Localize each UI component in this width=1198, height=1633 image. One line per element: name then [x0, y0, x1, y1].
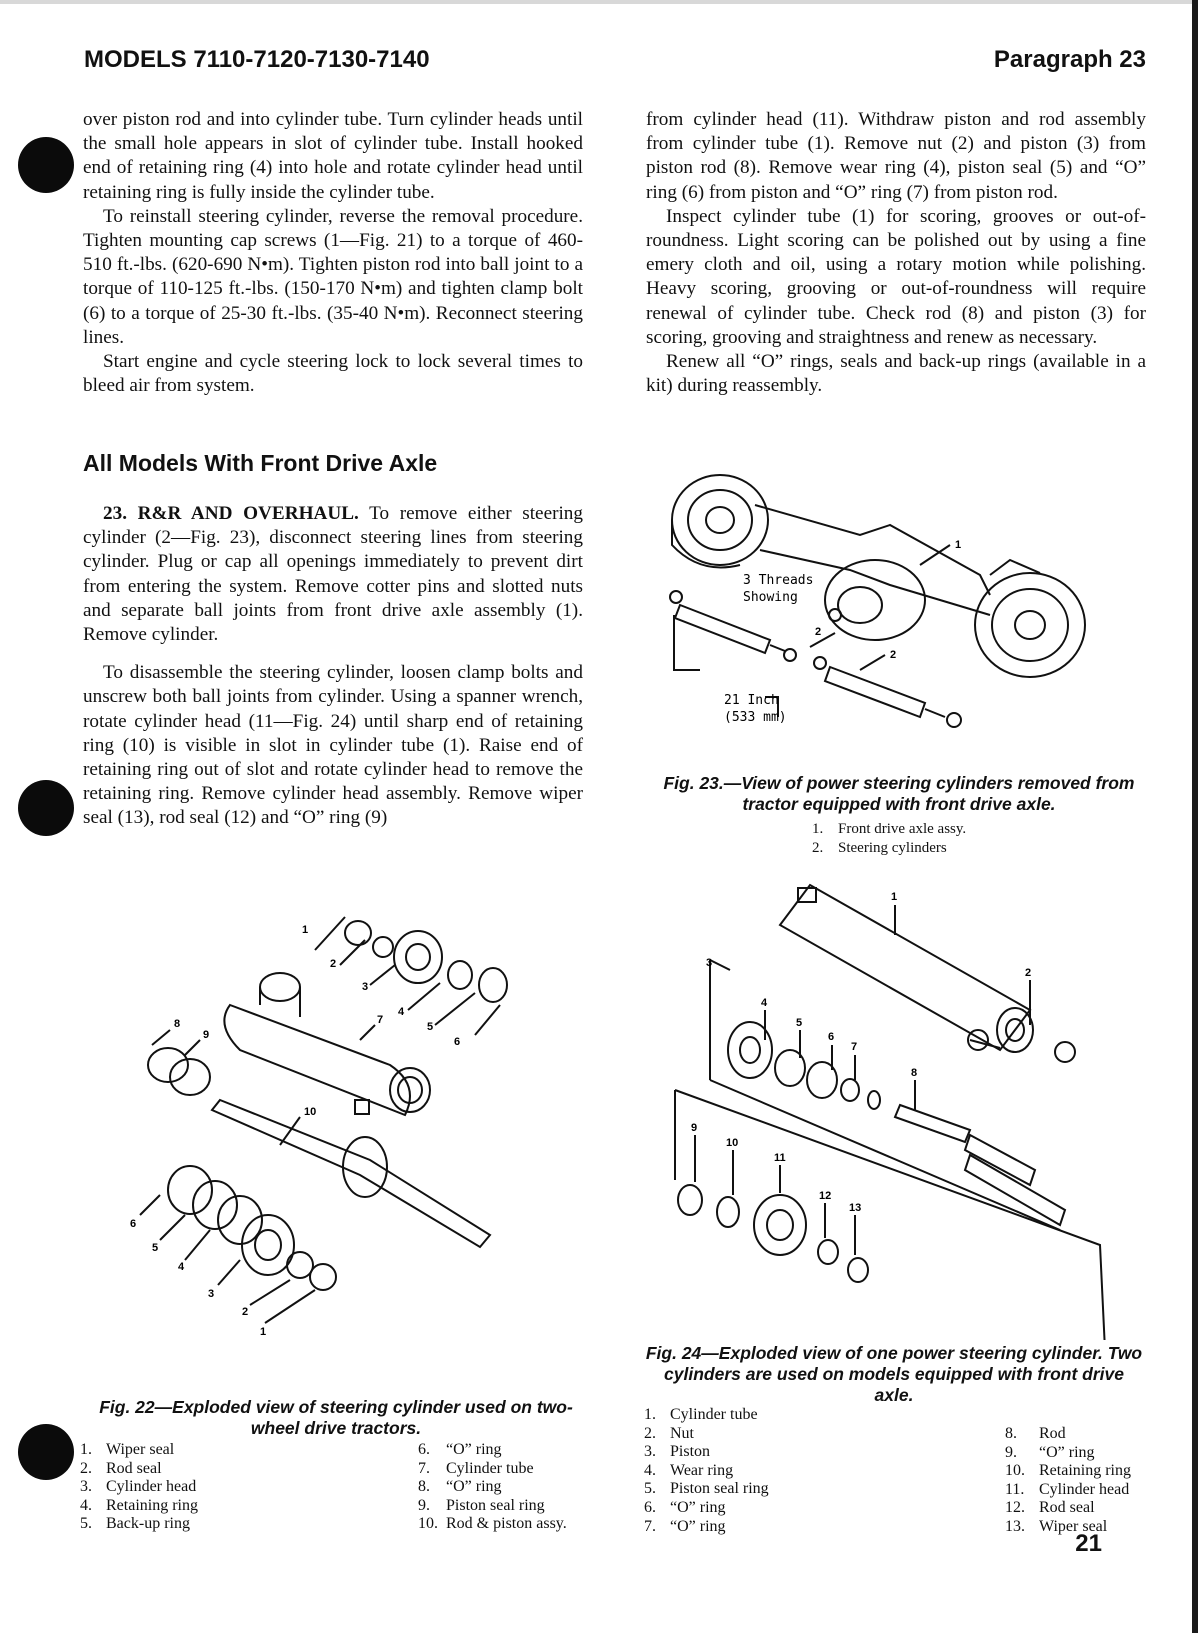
fig22-callout-10: 10: [304, 1106, 317, 1118]
fig22-legend-item: 5. Back-up ring: [80, 1515, 190, 1533]
fig22-callout-9: 9: [203, 1029, 210, 1041]
binder-hole-middle: [18, 780, 74, 836]
fig24-legend-item: 5. Piston seal ring: [644, 1480, 769, 1498]
fig23-callout-1: 1: [955, 539, 962, 551]
fig23-label-length-2: (533 mm): [724, 710, 787, 725]
section-heading-block: [83, 449, 583, 477]
fig22-callout-3-top: 3: [362, 981, 369, 993]
header-paragraph: Paragraph 23: [993, 46, 1146, 73]
fig24-legend-item: 1. Cylinder tube: [644, 1406, 758, 1423]
fig22-legend-item: 7. Cylinder tube: [418, 1459, 534, 1477]
fig22-legend-item: 8. “O” ring: [418, 1478, 502, 1496]
fig22-legend-item: 9. Piston seal ring: [418, 1496, 545, 1514]
fig23-callout-2a: 2: [815, 626, 822, 638]
fig22-callout-1-bottom: 1: [260, 1326, 267, 1338]
binder-hole-top: [18, 137, 74, 193]
page-right-edge: [1192, 0, 1198, 1633]
fig22-callout-1-top: 1: [302, 924, 309, 936]
fig22-callout-6-top: 6: [454, 1036, 461, 1048]
page-number: 21: [1075, 1530, 1102, 1557]
fig22-callout-4-bottom: 4: [178, 1261, 185, 1273]
fig22-callout-4-top: 4: [398, 1006, 405, 1018]
binder-hole-bottom: [18, 1424, 74, 1480]
fig23-legend-item: 2. Steering cylinders: [812, 840, 947, 856]
fig24-legend-left: [644, 1406, 769, 1536]
fig24-legend-item: 4. Wear ring: [644, 1461, 734, 1479]
fig24-legend-item: 3. Piston: [644, 1443, 711, 1461]
fig22-legend-item: 2. Rod seal: [80, 1459, 162, 1477]
fig24-legend-item: 6. “O” ring: [644, 1498, 726, 1516]
fig24-drawing: [670, 880, 1110, 1340]
fig22-callout-3-bottom: 3: [208, 1288, 215, 1300]
fig24-legend-right: [1005, 1425, 1131, 1537]
fig24-legend-item: 13. Wiper seal: [1005, 1517, 1108, 1535]
fig24-callout-5: 5: [796, 1017, 803, 1029]
left-paragraph-5: To disassemble the steering cylinder, loosen clamp bolts and unscrew both ball joints from cylinder. Using a spanner wrench, rotate cylinder head (11—Fig. 24) until sharp end of retaining ring (10) is visible in slot in cylinder tube (1). Raise end of retaining ring out of slot and rotate cylinder head to remove the retaining ring. Remove cylinder head assembly. Remove wiper seal (13), rod seal (12) and “O” ring (9): [83, 662, 583, 829]
fig22-legend-item: 4. Retaining ring: [80, 1496, 198, 1514]
right-paragraph-2: Inspect cylinder tube (1) for scoring, grooves or out-of-roundness. Light scoring can be polished out by using a fine emery cloth and oil, using a rotary motion while polishing. Heavy scoring, grooving or out-of-roundness will require renewal of cylinder tube. Check rod (8) and piston (3) for scoring, grooving and straightness and renew as necessary.: [646, 205, 1146, 348]
fig24-callout-2: 2: [1025, 967, 1032, 979]
fig22-callout-2-top: 2: [330, 958, 337, 970]
fig22-callout-6-bottom: 6: [130, 1218, 137, 1230]
header-models: MODELS 7110-7120-7130-7140: [84, 46, 430, 73]
left-column-top: [83, 108, 583, 398]
right-column-top: [646, 108, 1146, 398]
right-paragraph-1: from cylinder head (11). Withdraw piston and rod assembly from cylinder tube (1). Remove nut (2) and piston (3) from piston rod (8). Remove wear ring (4), piston seal (5) and “O” ring (6) from piston and “O” ring (7) from piston rod.: [646, 109, 1146, 203]
left-paragraph-1: over piston rod and into cylinder tube. Turn cylinder heads until the small hole appears in slot of cylinder tube. Install hooked end of retaining ring (4) into hole and rotate cylinder head until retaining ring is fully inside the cylinder tube.: [83, 109, 583, 203]
section-heading: All Models With Front Drive Axle: [83, 450, 438, 476]
fig22-legend-item: 3. Cylinder head: [80, 1478, 197, 1496]
fig24-legend-item: 12. Rod seal: [1005, 1499, 1095, 1517]
fig22-callout-8: 8: [174, 1018, 181, 1030]
fig22-legend-item: 10. Rod & piston assy.: [418, 1515, 567, 1533]
fig24-legend-item: 2. Nut: [644, 1424, 694, 1442]
fig24-callout-6: 6: [828, 1031, 835, 1043]
fig24-caption: Fig. 24—Exploded view of one power steering cylinder. Two cylinders are used on models equipped with front drive axle.: [645, 1343, 1143, 1405]
fig22-legend-right: [418, 1441, 567, 1534]
fig23-callout-2b: 2: [890, 649, 897, 661]
left-column-bottom: [83, 502, 583, 831]
fig24-callout-11: 11: [774, 1152, 786, 1164]
fig24-legend-item: 11. Cylinder head: [1005, 1480, 1130, 1498]
fig24-callout-10: 10: [726, 1137, 739, 1149]
fig23-caption: Fig. 23.—View of power steering cylinders removed from tractor equipped with front drive axle.: [663, 773, 1135, 814]
fig22-callout-5-top: 5: [427, 1021, 434, 1033]
fig24-callout-9: 9: [691, 1122, 698, 1134]
left-paragraph-2: To reinstall steering cylinder, reverse the removal procedure. Tighten mounting cap screws (1—Fig. 21) to a torque of 460-510 ft.-lbs. (620-690 N•m). Tighten piston rod into ball joint to a torque of 110-125 ft.-lbs. (150-170 N•m) and tighten clamp bolt (6) to a torque of 25-30 ft.-lbs. (35-40 N•m). Reconnect steering lines.: [83, 205, 583, 348]
fig22-caption: Fig. 22—Exploded view of steering cylinder used on two-wheel drive tractors.: [99, 1397, 573, 1438]
right-paragraph-3: Renew all “O” rings, seals and back-up rings (available in a kit) during reassembly.: [646, 351, 1146, 397]
fig24-legend-item: 8. Rod: [1005, 1425, 1066, 1442]
fig24-callout-7: 7: [851, 1041, 858, 1053]
fig24-callout-8: 8: [911, 1067, 918, 1079]
fig22-callout-7: 7: [377, 1014, 384, 1026]
fig23-legend-item: 1. Front drive axle assy.: [812, 821, 967, 837]
fig22-legend-item: 6. “O” ring: [418, 1441, 502, 1458]
paragraph-23-runin: 23. R&R AND OVERHAUL.: [103, 503, 359, 524]
fig24-legend-item: 9. “O” ring: [1005, 1443, 1095, 1461]
fig23-label-threads-2: Showing: [743, 590, 798, 605]
page-top-edge: [0, 0, 1198, 4]
fig24-callout-12: 12: [819, 1190, 832, 1202]
fig23-label-threads-1: 3 Threads: [743, 573, 814, 588]
fig24-callout-13: 13: [849, 1202, 862, 1214]
fig24-callout-3: 3: [706, 957, 713, 969]
fig23-label-length-1: 21 Inch: [724, 693, 779, 708]
fig24-legend-item: 10. Retaining ring: [1005, 1462, 1131, 1480]
fig23-legend: [812, 820, 966, 858]
fig22-callout-5-bottom: 5: [152, 1242, 159, 1254]
fig24-legend-item: 7. “O” ring: [644, 1517, 726, 1535]
fig22-drawing: [130, 905, 550, 1395]
fig22-legend-left: [80, 1441, 198, 1534]
fig23-drawing: [660, 465, 1120, 770]
left-paragraph-4: To remove either steering cylinder (2—Fig. 23), disconnect steering lines from steering cylinder. Plug or cap all openings immediately to prevent dirt from entering the system. Remove cotter pins and slotted nuts and separate ball joints from front drive axle assembly (1). Remove cylinder.: [83, 503, 583, 646]
fig24-callout-1: 1: [891, 891, 898, 903]
left-paragraph-3: Start engine and cycle steering lock to lock several times to bleed air from system.: [83, 351, 583, 397]
fig22-callout-2-bottom: 2: [242, 1306, 249, 1318]
fig22-legend-item: 1. Wiper seal: [80, 1441, 175, 1458]
fig24-callout-4: 4: [761, 997, 768, 1009]
